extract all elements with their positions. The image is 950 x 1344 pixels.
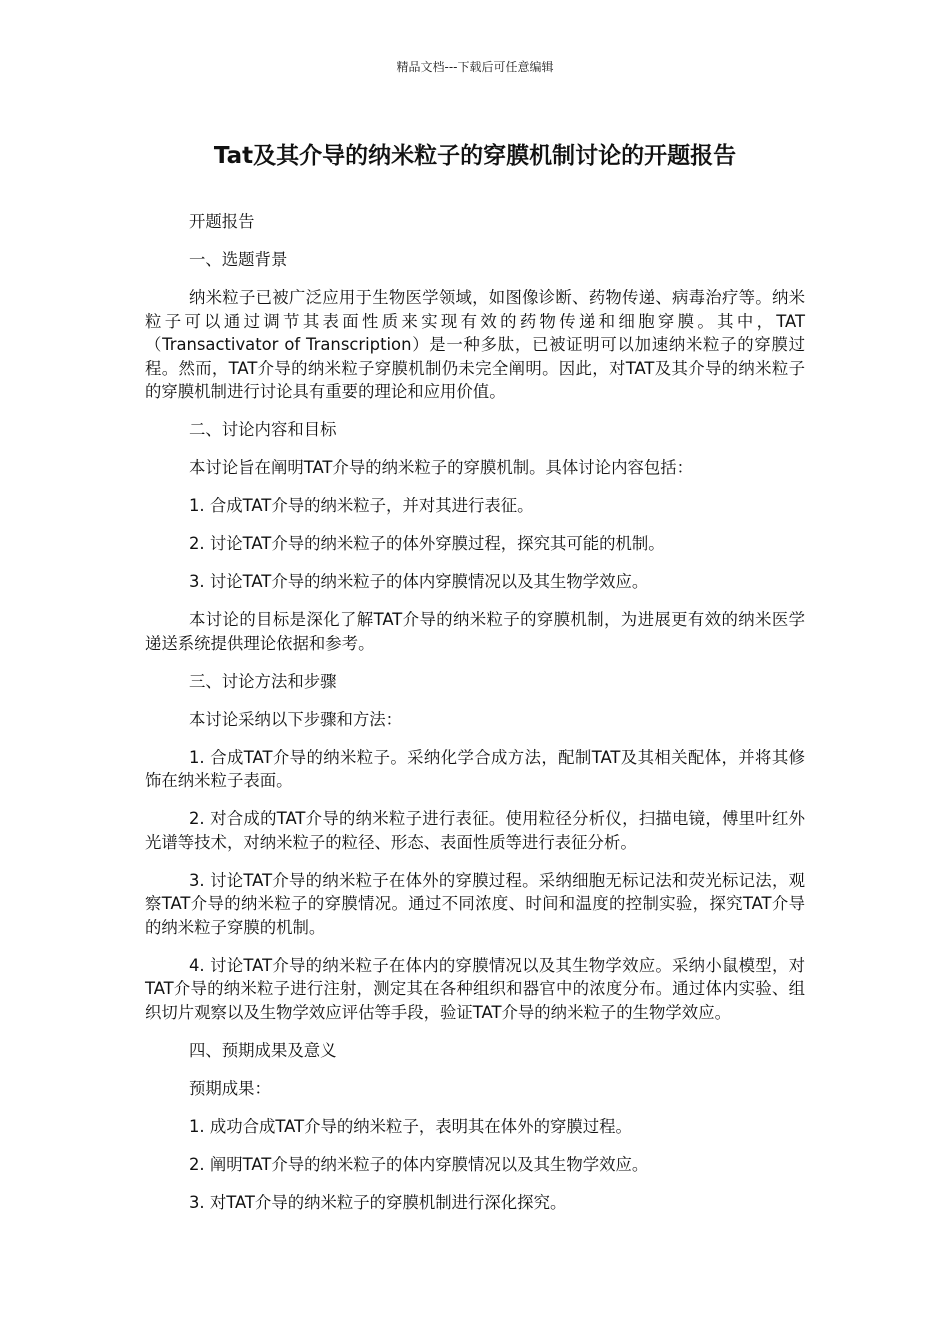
list-item-content-3: 3. 讨论TAT介导的纳米粒子的体内穿膜情况以及其生物学效应。 [189, 572, 649, 591]
list-item-method-4: 4. 讨论TAT介导的纳米粒子在体内的穿膜情况以及其生物学效应。采纳小鼠模型，对TAT介导的纳米粒子进行注射，测定其在各种组织和器官中的浓度分布。通过体内实验、组织切片观察以及生物学效应评估等手段，验证TAT介导的纳米粒子的生物学效应。 [145, 955, 805, 1022]
section-heading-content: 二、讨论内容和目标 [189, 420, 337, 439]
paragraph-methods-intro: 本讨论采纳以下步骤和方法： [189, 709, 403, 729]
list-item-content-2: 2. 讨论TAT介导的纳米粒子的体外穿膜过程，探究其可能的机制。 [189, 534, 665, 553]
list-item-result-3: 3. 对TAT介导的纳米粒子的穿膜机制进行深化探究。 [189, 1192, 567, 1212]
document-title: Tat及其介导的纳米粒子的穿膜机制讨论的开题报告 [213, 143, 737, 169]
section-heading-methods: 三、讨论方法和步骤 [189, 671, 337, 691]
header-note: 精品文档---下载后可任意编辑 [396, 60, 554, 74]
document-body [145, 210, 805, 1229]
section-heading-results: 四、预期成果及意义 [189, 1040, 337, 1060]
section-heading-background: 一、选题背景 [189, 250, 288, 269]
paragraph-report-label: 开题报告 [189, 212, 255, 231]
paragraph-goal: 本讨论的目标是深化了解TAT介导的纳米粒子的穿膜机制，为进展更有效的纳米医学递送系统提供理论依据和参考。 [145, 610, 805, 653]
list-item-method-1: 1. 合成TAT介导的纳米粒子。采纳化学合成方法，配制TAT及其相关配体，并将其修饰在纳米粒子表面。 [145, 747, 805, 790]
list-item-content-1: 1. 合成TAT介导的纳米粒子，并对其进行表征。 [189, 496, 534, 515]
paragraph-background: 纳米粒子已被广泛应用于生物医学领域，如图像诊断、药物传递、病毒治疗等。纳米粒子可以通过调节其表面性质来实现有效的药物传递和细胞穿膜。其中，TAT（Transactivator of Transcription）是一种多肽，已被证明可以加速纳米粒子的穿膜过程。然而，TAT介导的纳米粒子穿膜机制仍未完全阐明。因此，对TAT及其介导的纳米粒子的穿膜机制进行讨论具有重要的理论和应用价值。 [145, 288, 805, 401]
list-item-result-2: 2. 阐明TAT介导的纳米粒子的体内穿膜情况以及其生物学效应。 [189, 1154, 649, 1174]
paragraph-content-intro: 本讨论旨在阐明TAT介导的纳米粒子的穿膜机制。具体讨论内容包括： [189, 458, 694, 477]
list-item-result-1: 1. 成功合成TAT介导的纳米粒子，表明其在体外的穿膜过程。 [189, 1116, 632, 1136]
list-item-method-3: 3. 讨论TAT介导的纳米粒子在体外的穿膜过程。采纳细胞无标记法和荧光标记法，观察TAT介导的纳米粒子的穿膜情况。通过不同浓度、时间和温度的控制实验，探究TAT介导的纳米粒子穿膜的机制。 [145, 870, 805, 937]
paragraph-results-intro: 预期成果： [189, 1078, 271, 1098]
list-item-method-2: 2. 对合成的TAT介导的纳米粒子进行表征。使用粒径分析仪，扫描电镜，傅里叶红外光谱等技术，对纳米粒子的粒径、形态、表面性质等进行表征分析。 [145, 809, 805, 852]
